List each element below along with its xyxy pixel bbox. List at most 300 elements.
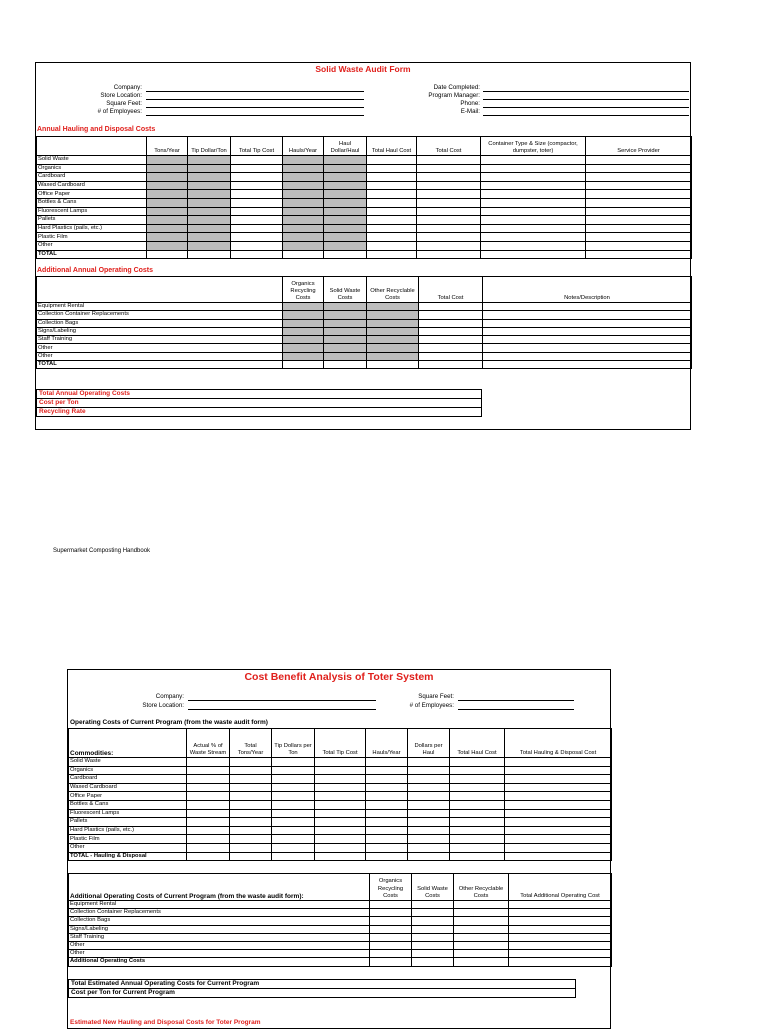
- table-cell[interactable]: [230, 843, 272, 852]
- table-cell[interactable]: [408, 809, 450, 818]
- table-cell[interactable]: [188, 156, 231, 165]
- table-cell[interactable]: [367, 164, 417, 173]
- table-cell[interactable]: [147, 250, 188, 259]
- table-cell[interactable]: [283, 327, 324, 335]
- table-cell[interactable]: [505, 843, 612, 852]
- table-cell[interactable]: [483, 327, 692, 335]
- table-cell[interactable]: [370, 925, 412, 933]
- table-cell[interactable]: [408, 800, 450, 809]
- table-cell[interactable]: [367, 233, 417, 242]
- table-cell[interactable]: [366, 775, 408, 784]
- table-row: [69, 792, 612, 801]
- table-cell[interactable]: [272, 809, 315, 818]
- table-cell[interactable]: [283, 190, 324, 199]
- table-cell[interactable]: [367, 352, 419, 360]
- table-cell[interactable]: [412, 933, 454, 941]
- table-cell[interactable]: [505, 826, 612, 835]
- table-cell[interactable]: [412, 917, 454, 925]
- table-cell[interactable]: [147, 216, 188, 225]
- table-cell[interactable]: [187, 758, 230, 767]
- table-cell[interactable]: [324, 303, 367, 311]
- table-cell[interactable]: [188, 181, 231, 190]
- table-cell[interactable]: [315, 800, 366, 809]
- table-cell[interactable]: [324, 181, 367, 190]
- table-cell[interactable]: [283, 344, 324, 352]
- table-cell[interactable]: [367, 190, 417, 199]
- table-row: [37, 198, 692, 207]
- employees-field[interactable]: [458, 709, 574, 710]
- table-cell[interactable]: [324, 216, 367, 225]
- table-cell[interactable]: [419, 311, 483, 319]
- table-cell[interactable]: [509, 917, 612, 925]
- table-cell[interactable]: [283, 173, 324, 182]
- table-cell[interactable]: [283, 164, 324, 173]
- table-cell[interactable]: [272, 792, 315, 801]
- table-cell[interactable]: [283, 207, 324, 216]
- table-cell[interactable]: [324, 352, 367, 360]
- table-cell[interactable]: [315, 766, 366, 775]
- table-cell[interactable]: [450, 852, 505, 861]
- table-cell[interactable]: [412, 958, 454, 966]
- table-cell[interactable]: [367, 224, 417, 233]
- table-cell[interactable]: [483, 344, 692, 352]
- table-cell[interactable]: [283, 352, 324, 360]
- table-cell[interactable]: [231, 241, 283, 250]
- table-cell[interactable]: [417, 216, 481, 225]
- table-cell[interactable]: [283, 198, 324, 207]
- table-cell[interactable]: [450, 843, 505, 852]
- table-cell[interactable]: [230, 758, 272, 767]
- table-cell[interactable]: [315, 826, 366, 835]
- table-cell[interactable]: [370, 958, 412, 966]
- table-cell[interactable]: [483, 361, 692, 369]
- table-cell[interactable]: [419, 361, 483, 369]
- table-cell[interactable]: [417, 233, 481, 242]
- table-cell[interactable]: [586, 241, 692, 250]
- table-cell[interactable]: [315, 792, 366, 801]
- row-label-organics: Organics: [37, 164, 147, 173]
- table-cell[interactable]: [283, 216, 324, 225]
- table-cell[interactable]: [370, 901, 412, 909]
- table-cell[interactable]: [187, 809, 230, 818]
- table-cell[interactable]: [283, 319, 324, 327]
- table-cell[interactable]: [366, 809, 408, 818]
- table-cell[interactable]: [147, 224, 188, 233]
- table-cell[interactable]: [586, 190, 692, 199]
- table-cell[interactable]: [147, 207, 188, 216]
- table-cell[interactable]: [408, 818, 450, 827]
- table-cell[interactable]: [283, 303, 324, 311]
- table-cell[interactable]: [324, 241, 367, 250]
- table-cell[interactable]: [481, 181, 586, 190]
- table-cell[interactable]: [481, 164, 586, 173]
- table-cell[interactable]: [272, 775, 315, 784]
- date-completed-field[interactable]: [483, 91, 689, 92]
- table-cell[interactable]: [454, 950, 509, 958]
- table-cell[interactable]: [505, 775, 612, 784]
- table-cell[interactable]: [454, 901, 509, 909]
- table-cell[interactable]: [188, 224, 231, 233]
- table-cell[interactable]: [231, 207, 283, 216]
- table-cell[interactable]: [408, 758, 450, 767]
- col-total-tip-cost: Total Tip Cost: [231, 137, 283, 156]
- table-cell[interactable]: [231, 233, 283, 242]
- table-cell[interactable]: [412, 909, 454, 917]
- company-field[interactable]: [188, 700, 376, 701]
- table-cell[interactable]: [315, 843, 366, 852]
- table-cell[interactable]: [188, 216, 231, 225]
- table-cell[interactable]: [419, 344, 483, 352]
- table-cell[interactable]: [408, 826, 450, 835]
- table-cell[interactable]: [147, 233, 188, 242]
- table-cell[interactable]: [324, 233, 367, 242]
- table-cell[interactable]: [315, 783, 366, 792]
- table-cell[interactable]: [509, 933, 612, 941]
- table-cell[interactable]: [187, 843, 230, 852]
- table-cell[interactable]: [450, 835, 505, 844]
- table-cell[interactable]: [230, 766, 272, 775]
- table-cell[interactable]: [417, 164, 481, 173]
- table-cell[interactable]: [509, 925, 612, 933]
- table-cell[interactable]: [283, 361, 324, 369]
- table-cell[interactable]: [412, 925, 454, 933]
- table-cell[interactable]: [481, 207, 586, 216]
- table-cell[interactable]: [187, 766, 230, 775]
- table-cell[interactable]: [283, 250, 324, 259]
- table-cell[interactable]: [324, 311, 367, 319]
- table-cell[interactable]: [454, 909, 509, 917]
- table-cell[interactable]: [481, 216, 586, 225]
- table-cell[interactable]: [324, 250, 367, 259]
- table-cell[interactable]: [505, 835, 612, 844]
- table-cell[interactable]: [408, 852, 450, 861]
- table-cell[interactable]: [481, 224, 586, 233]
- table-cell[interactable]: [505, 783, 612, 792]
- table-cell[interactable]: [188, 164, 231, 173]
- table-cell[interactable]: [231, 181, 283, 190]
- table-cell[interactable]: [408, 766, 450, 775]
- table-cell[interactable]: [187, 818, 230, 827]
- table-cell[interactable]: [283, 181, 324, 190]
- table-cell[interactable]: [367, 311, 419, 319]
- email-field[interactable]: [483, 115, 689, 116]
- program-manager-field[interactable]: [483, 99, 689, 100]
- table-cell[interactable]: [481, 198, 586, 207]
- table-cell[interactable]: [505, 758, 612, 767]
- table-cell[interactable]: [483, 352, 692, 360]
- table-cell[interactable]: [147, 164, 188, 173]
- table-cell[interactable]: [367, 336, 419, 344]
- table-cell[interactable]: [481, 233, 586, 242]
- table-cell[interactable]: [147, 241, 188, 250]
- table-cell[interactable]: [324, 156, 367, 165]
- phone-field[interactable]: [483, 107, 689, 108]
- table-cell[interactable]: [450, 800, 505, 809]
- table-cell[interactable]: [367, 344, 419, 352]
- table-cell[interactable]: [367, 303, 419, 311]
- table-cell[interactable]: [272, 800, 315, 809]
- table-cell[interactable]: [283, 224, 324, 233]
- square-feet-field[interactable]: [146, 107, 364, 108]
- table-cell[interactable]: [509, 958, 612, 966]
- table-cell[interactable]: [231, 156, 283, 165]
- table-cell[interactable]: [231, 198, 283, 207]
- table-cell[interactable]: [367, 327, 419, 335]
- table-cell[interactable]: [315, 775, 366, 784]
- table-cell[interactable]: [367, 173, 417, 182]
- square-feet-field[interactable]: [458, 700, 574, 701]
- table-cell[interactable]: [367, 198, 417, 207]
- table-cell[interactable]: [417, 241, 481, 250]
- table-cell[interactable]: [231, 164, 283, 173]
- row-label-bottles-cans: Bottles & Cans: [69, 800, 187, 809]
- table-cell[interactable]: [408, 775, 450, 784]
- table-cell[interactable]: [187, 826, 230, 835]
- table-cell[interactable]: [586, 164, 692, 173]
- table-cell[interactable]: [505, 766, 612, 775]
- table-cell[interactable]: [231, 190, 283, 199]
- store-location-field[interactable]: [146, 99, 364, 100]
- table-cell[interactable]: [483, 303, 692, 311]
- table-cell[interactable]: [231, 224, 283, 233]
- table-cell[interactable]: [370, 933, 412, 941]
- table-cell[interactable]: [370, 942, 412, 950]
- table-cell[interactable]: [454, 925, 509, 933]
- table-cell[interactable]: [417, 198, 481, 207]
- table-cell[interactable]: [408, 783, 450, 792]
- table-cell[interactable]: [417, 224, 481, 233]
- table-cell[interactable]: [366, 800, 408, 809]
- table-cell[interactable]: [366, 792, 408, 801]
- store-location-label: Store Location:: [100, 92, 142, 99]
- table-cell[interactable]: [586, 156, 692, 165]
- table-cell[interactable]: [370, 909, 412, 917]
- table-cell[interactable]: [408, 792, 450, 801]
- table-cell[interactable]: [187, 800, 230, 809]
- table-cell[interactable]: [187, 775, 230, 784]
- table-cell[interactable]: [454, 958, 509, 966]
- table-row: [37, 216, 692, 225]
- table-cell[interactable]: [230, 818, 272, 827]
- table-cell[interactable]: [315, 835, 366, 844]
- table-cell[interactable]: [481, 250, 586, 259]
- table-cell[interactable]: [324, 319, 367, 327]
- table-cell[interactable]: [483, 311, 692, 319]
- table-cell[interactable]: [230, 792, 272, 801]
- table-cell[interactable]: [454, 917, 509, 925]
- table-cell[interactable]: [324, 361, 367, 369]
- table-cell[interactable]: [450, 775, 505, 784]
- table-cell[interactable]: [367, 181, 417, 190]
- table-cell[interactable]: [366, 783, 408, 792]
- table-cell[interactable]: [417, 207, 481, 216]
- table-cell[interactable]: [147, 198, 188, 207]
- table-cell[interactable]: [366, 852, 408, 861]
- table-cell[interactable]: [324, 207, 367, 216]
- table-cell[interactable]: [412, 942, 454, 950]
- table-cell[interactable]: [505, 818, 612, 827]
- table-cell[interactable]: [188, 233, 231, 242]
- table-cell[interactable]: [450, 783, 505, 792]
- table-cell[interactable]: [419, 303, 483, 311]
- table-cell[interactable]: [450, 809, 505, 818]
- table-cell[interactable]: [419, 336, 483, 344]
- table-cell[interactable]: [324, 327, 367, 335]
- table-cell[interactable]: [586, 181, 692, 190]
- table-cell[interactable]: [324, 336, 367, 344]
- table-cell[interactable]: [586, 224, 692, 233]
- table-cell[interactable]: [272, 766, 315, 775]
- table-cell[interactable]: [505, 792, 612, 801]
- table-cell[interactable]: [586, 216, 692, 225]
- col-container-type: Container Type & Size (compactor, dumpster, toter): [481, 137, 586, 156]
- table-cell[interactable]: [272, 758, 315, 767]
- table-cell[interactable]: [272, 843, 315, 852]
- table-cell[interactable]: [417, 190, 481, 199]
- table-cell[interactable]: [419, 327, 483, 335]
- table-cell[interactable]: [283, 336, 324, 344]
- table-cell[interactable]: [481, 190, 586, 199]
- table-cell[interactable]: [272, 818, 315, 827]
- table-cell[interactable]: [417, 173, 481, 182]
- table-cell[interactable]: [419, 352, 483, 360]
- table-cell[interactable]: [412, 901, 454, 909]
- table-cell[interactable]: [324, 224, 367, 233]
- table-cell[interactable]: [586, 198, 692, 207]
- table-cell[interactable]: [370, 917, 412, 925]
- table-cell[interactable]: [367, 207, 417, 216]
- table-cell[interactable]: [231, 173, 283, 182]
- table-cell[interactable]: [367, 156, 417, 165]
- table-cell[interactable]: [366, 766, 408, 775]
- table-cell[interactable]: [454, 942, 509, 950]
- table-cell[interactable]: [367, 250, 417, 259]
- table-cell[interactable]: [324, 173, 367, 182]
- table-cell[interactable]: [324, 198, 367, 207]
- table-cell[interactable]: [509, 901, 612, 909]
- employees-field[interactable]: [146, 115, 364, 116]
- table-cell[interactable]: [324, 344, 367, 352]
- table-cell[interactable]: [586, 173, 692, 182]
- table-cell[interactable]: [481, 173, 586, 182]
- table-cell[interactable]: [367, 216, 417, 225]
- table-cell[interactable]: [586, 233, 692, 242]
- table-cell[interactable]: [147, 156, 188, 165]
- table-cell[interactable]: [509, 909, 612, 917]
- col-total-cost: Total Cost: [419, 277, 483, 303]
- table-cell[interactable]: [509, 950, 612, 958]
- table-cell[interactable]: [283, 156, 324, 165]
- table-cell[interactable]: [408, 835, 450, 844]
- table-cell[interactable]: [419, 319, 483, 327]
- table-cell[interactable]: [366, 843, 408, 852]
- table-cell[interactable]: [230, 775, 272, 784]
- table-cell[interactable]: [187, 783, 230, 792]
- next-section-title: Estimated New Hauling and Disposal Costs for Toter Program: [70, 1019, 261, 1026]
- table-cell[interactable]: [147, 173, 188, 182]
- table-cell[interactable]: [450, 826, 505, 835]
- table-cell[interactable]: [367, 319, 419, 327]
- table-cell[interactable]: [586, 207, 692, 216]
- table-cell[interactable]: [315, 809, 366, 818]
- table-cell[interactable]: [188, 198, 231, 207]
- table-cell[interactable]: [366, 758, 408, 767]
- table-cell[interactable]: [231, 250, 283, 259]
- table-cell[interactable]: [187, 852, 230, 861]
- table-cell[interactable]: [417, 250, 481, 259]
- table-cell[interactable]: [188, 241, 231, 250]
- table-cell[interactable]: [231, 216, 283, 225]
- table-cell[interactable]: [450, 792, 505, 801]
- table-cell[interactable]: [315, 818, 366, 827]
- table-cell[interactable]: [450, 758, 505, 767]
- table-cell[interactable]: [367, 241, 417, 250]
- table-cell[interactable]: [230, 809, 272, 818]
- table-cell[interactable]: [272, 852, 315, 861]
- table-cell[interactable]: [366, 826, 408, 835]
- table-cell[interactable]: [324, 164, 367, 173]
- table-cell[interactable]: [417, 156, 481, 165]
- company-field[interactable]: [146, 91, 364, 92]
- table-cell[interactable]: [505, 852, 612, 861]
- table-cell[interactable]: [188, 190, 231, 199]
- table-cell[interactable]: [450, 766, 505, 775]
- table-cell[interactable]: [187, 792, 230, 801]
- col-organics-recycling: Organics Recycling Costs: [370, 874, 412, 901]
- table-cell[interactable]: [230, 826, 272, 835]
- table-cell[interactable]: [147, 190, 188, 199]
- table-cell[interactable]: [366, 818, 408, 827]
- table-cell[interactable]: [230, 852, 272, 861]
- table-cell[interactable]: [188, 173, 231, 182]
- table-cell[interactable]: [283, 241, 324, 250]
- table-cell[interactable]: [147, 181, 188, 190]
- table-cell[interactable]: [283, 311, 324, 319]
- table-cell[interactable]: [315, 852, 366, 861]
- table-cell[interactable]: [272, 783, 315, 792]
- store-location-field[interactable]: [188, 709, 376, 710]
- table-cell[interactable]: [481, 241, 586, 250]
- table-cell[interactable]: [230, 800, 272, 809]
- col-tip-dollars: Tip Dollars per Ton: [272, 729, 315, 758]
- table-cell[interactable]: [483, 336, 692, 344]
- table-cell[interactable]: [272, 835, 315, 844]
- table-cell[interactable]: [509, 942, 612, 950]
- table-cell[interactable]: [324, 190, 367, 199]
- table-cell[interactable]: [188, 207, 231, 216]
- table-cell[interactable]: [230, 835, 272, 844]
- table-cell[interactable]: [505, 800, 612, 809]
- table-cell[interactable]: [315, 758, 366, 767]
- table-cell[interactable]: [505, 809, 612, 818]
- table-cell[interactable]: [481, 156, 586, 165]
- table-cell[interactable]: [366, 835, 408, 844]
- table-cell[interactable]: [230, 783, 272, 792]
- table-cell[interactable]: [272, 826, 315, 835]
- table-cell[interactable]: [586, 250, 692, 259]
- table-cell[interactable]: [450, 818, 505, 827]
- table-cell[interactable]: [188, 250, 231, 259]
- table-cell[interactable]: [483, 319, 692, 327]
- table-cell[interactable]: [367, 361, 419, 369]
- table-cell[interactable]: [283, 233, 324, 242]
- table-cell[interactable]: [454, 933, 509, 941]
- table-cell[interactable]: [417, 181, 481, 190]
- table-cell[interactable]: [412, 950, 454, 958]
- table-cell[interactable]: [370, 950, 412, 958]
- table-cell[interactable]: [408, 843, 450, 852]
- table-cell[interactable]: [187, 835, 230, 844]
